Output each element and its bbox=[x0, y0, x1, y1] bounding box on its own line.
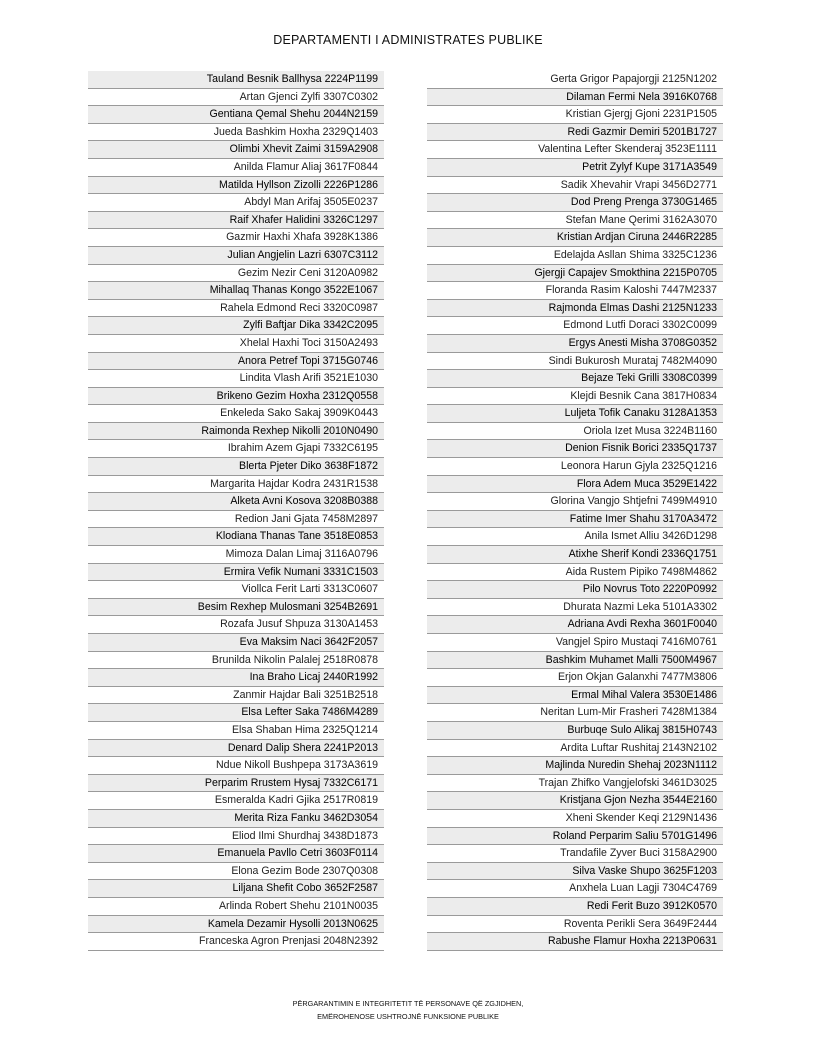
footer-line-2: EMËROHENOSE USHTROJNË FUNKSIONE PUBLIKE bbox=[317, 1011, 499, 1021]
list-item: Rajmonda Elmas Dashi 2125N1233 bbox=[427, 300, 723, 318]
footer bbox=[0, 998, 816, 1023]
list-item: Oriola Izet Musa 3224B1160 bbox=[427, 423, 723, 441]
list-item: Stefan Mane Qerimi 3162A3070 bbox=[427, 212, 723, 230]
list-item: Erjon Okjan Galanxhi 7477M3806 bbox=[427, 669, 723, 687]
list-item: Petrit Zylyf Kupe 3171A3549 bbox=[427, 159, 723, 177]
list-item: Roventa Perikli Sera 3649F2444 bbox=[427, 916, 723, 934]
list-item: Redi Ferit Buzo 3912K0570 bbox=[427, 898, 723, 916]
list-item: Raimonda Rexhep Nikolli 2010N0490 bbox=[88, 423, 384, 441]
page-title: DEPARTAMENTI I ADMINISTRATES PUBLIKE bbox=[273, 33, 543, 47]
list-item: Besim Rexhep Mulosmani 3254B2691 bbox=[88, 599, 384, 617]
list-item: Aida Rustem Pipiko 7498M4862 bbox=[427, 564, 723, 582]
list-item: Atixhe Sherif Kondi 2336Q1751 bbox=[427, 546, 723, 564]
list-item: Silva Vaske Shupo 3625F1203 bbox=[427, 863, 723, 881]
list-item: Gezim Nezir Ceni 3120A0982 bbox=[88, 265, 384, 283]
list-item: Bejaze Teki Grilli 3308C0399 bbox=[427, 370, 723, 388]
list-item: Viollca Ferit Larti 3313C0607 bbox=[88, 581, 384, 599]
list-item: Leonora Harun Gjyla 2325Q1216 bbox=[427, 458, 723, 476]
list-item: Zylfi Baftjar Dika 3342C2095 bbox=[88, 317, 384, 335]
list-item: Margarita Hajdar Kodra 2431R1538 bbox=[88, 476, 384, 494]
list-item: Denion Fisnik Borici 2335Q1737 bbox=[427, 440, 723, 458]
list-item: Klejdi Besnik Cana 3817H0834 bbox=[427, 388, 723, 406]
list-item: Anxhela Luan Lagji 7304C4769 bbox=[427, 880, 723, 898]
list-item: Blerta Pjeter Diko 3638F1872 bbox=[88, 458, 384, 476]
list-item: Dhurata Nazmi Leka 5101A3302 bbox=[427, 599, 723, 617]
list-item: Bashkim Muhamet Malli 7500M4967 bbox=[427, 652, 723, 670]
list-item: Klodiana Thanas Tane 3518E0853 bbox=[88, 528, 384, 546]
list-item: Gentiana Qemal Shehu 2044N2159 bbox=[88, 106, 384, 124]
list-item: Burbuqe Sulo Alikaj 3815H0743 bbox=[427, 722, 723, 740]
list-item: Ardita Luftar Rushitaj 2143N2102 bbox=[427, 740, 723, 758]
list-item: Gjergji Capajev Smokthina 2215P0705 bbox=[427, 265, 723, 283]
list-item: Enkeleda Sako Sakaj 3909K0443 bbox=[88, 405, 384, 423]
list-item: Xheni Skender Keqi 2129N1436 bbox=[427, 810, 723, 828]
list-item: Valentina Lefter Skenderaj 3523E1111 bbox=[427, 141, 723, 159]
list-item: Franceska Agron Prenjasi 2048N2392 bbox=[88, 933, 384, 951]
list-item: Kristian Gjergj Gjoni 2231P1505 bbox=[427, 106, 723, 124]
list-item: Anora Petref Topi 3715G0746 bbox=[88, 353, 384, 371]
list-item: Vangjel Spiro Mustaqi 7416M0761 bbox=[427, 634, 723, 652]
list-item: Neritan Lum-Mir Frasheri 7428M1384 bbox=[427, 704, 723, 722]
list-item: Mihallaq Thanas Kongo 3522E1067 bbox=[88, 282, 384, 300]
list-item: Dod Preng Prenga 3730G1465 bbox=[427, 194, 723, 212]
left-name-column bbox=[88, 71, 384, 951]
list-item: Dilaman Fermi Nela 3916K0768 bbox=[427, 89, 723, 107]
list-item: Matilda Hyllson Zizolli 2226P1286 bbox=[88, 177, 384, 195]
list-item: Sadik Xhevahir Vrapi 3456D2771 bbox=[427, 177, 723, 195]
list-item: Roland Perparim Saliu 5701G1496 bbox=[427, 828, 723, 846]
list-item: Edmond Lutfi Doraci 3302C0099 bbox=[427, 317, 723, 335]
list-item: Emanuela Pavllo Cetri 3603F0114 bbox=[88, 845, 384, 863]
list-item: Flora Adem Muca 3529E1422 bbox=[427, 476, 723, 494]
list-item: Eva Maksim Naci 3642F2057 bbox=[88, 634, 384, 652]
list-item: Elona Gezim Bode 2307Q0308 bbox=[88, 863, 384, 881]
list-item: Anila Ismet Alliu 3426D1298 bbox=[427, 528, 723, 546]
list-item: Ibrahim Azem Gjapi 7332C6195 bbox=[88, 440, 384, 458]
list-item: Ndue Nikoll Bushpepa 3173A3619 bbox=[88, 757, 384, 775]
list-item: Rabushe Flamur Hoxha 2213P0631 bbox=[427, 933, 723, 951]
list-item: Esmeralda Kadri Gjika 2517R0819 bbox=[88, 792, 384, 810]
list-item: Redi Gazmir Demiri 5201B1727 bbox=[427, 124, 723, 142]
list-item: Fatime Imer Shahu 3170A3472 bbox=[427, 511, 723, 529]
list-item: Ermira Vefik Numani 3331C1503 bbox=[88, 564, 384, 582]
list-item: Kamela Dezamir Hysolli 2013N0625 bbox=[88, 916, 384, 934]
list-item: Raif Xhafer Halidini 3326C1297 bbox=[88, 212, 384, 230]
list-item: Abdyl Man Arifaj 3505E0237 bbox=[88, 194, 384, 212]
list-item: Julian Angjelin Lazri 6307C3112 bbox=[88, 247, 384, 265]
list-item: Rahela Edmond Reci 3320C0987 bbox=[88, 300, 384, 318]
list-item: Olimbi Xhevit Zaimi 3159A2908 bbox=[88, 141, 384, 159]
list-item: Redion Jani Gjata 7458M2897 bbox=[88, 511, 384, 529]
list-item: Glorina Vangjo Shtjefni 7499M4910 bbox=[427, 493, 723, 511]
list-item: Majlinda Nuredin Shehaj 2023N1112 bbox=[427, 757, 723, 775]
list-item: Trajan Zhifko Vangjelofski 3461D3025 bbox=[427, 775, 723, 793]
right-name-column bbox=[427, 71, 723, 951]
list-item: Edelajda Asllan Shima 3325C1236 bbox=[427, 247, 723, 265]
list-item: Mimoza Dalan Limaj 3116A0796 bbox=[88, 546, 384, 564]
list-item: Trandafile Zyver Buci 3158A2900 bbox=[427, 845, 723, 863]
list-item: Elsa Lefter Saka 7486M4289 bbox=[88, 704, 384, 722]
list-item: Sindi Bukurosh Murataj 7482M4090 bbox=[427, 353, 723, 371]
list-item: Eliod Ilmi Shurdhaj 3438D1873 bbox=[88, 828, 384, 846]
list-item: Floranda Rasim Kaloshi 7447M2337 bbox=[427, 282, 723, 300]
list-item: Artan Gjenci Zylfi 3307C0302 bbox=[88, 89, 384, 107]
list-item: Xhelal Haxhi Toci 3150A2493 bbox=[88, 335, 384, 353]
list-item: Lindita Vlash Arifi 3521E1030 bbox=[88, 370, 384, 388]
list-item: Brikeno Gezim Hoxha 2312Q0558 bbox=[88, 388, 384, 406]
list-item: Pilo Novrus Toto 2220P0992 bbox=[427, 581, 723, 599]
list-item: Gazmir Haxhi Xhafa 3928K1386 bbox=[88, 229, 384, 247]
list-item: Merita Riza Fanku 3462D3054 bbox=[88, 810, 384, 828]
list-item: Gerta Grigor Papajorgji 2125N1202 bbox=[427, 71, 723, 89]
list-item: Jueda Bashkim Hoxha 2329Q1403 bbox=[88, 124, 384, 142]
list-item: Liljana Shefit Cobo 3652F2587 bbox=[88, 880, 384, 898]
list-item: Zanmir Hajdar Bali 3251B2518 bbox=[88, 687, 384, 705]
list-item: Luljeta Tofik Canaku 3128A1353 bbox=[427, 405, 723, 423]
list-item: Anilda Flamur Aliaj 3617F0844 bbox=[88, 159, 384, 177]
list-item: Kristjana Gjon Nezha 3544E2160 bbox=[427, 792, 723, 810]
list-item: Ergys Anesti Misha 3708G0352 bbox=[427, 335, 723, 353]
list-item: Ermal Mihal Valera 3530E1486 bbox=[427, 687, 723, 705]
footer-line-1: PËRGARANTIMIN E INTEGRITETIT TË PERSONAVE QË ZGJIDHEN, bbox=[292, 999, 524, 1008]
list-item: Perparim Rrustem Hysaj 7332C6171 bbox=[88, 775, 384, 793]
list-item: Tauland Besnik Ballhysa 2224P1199 bbox=[88, 71, 384, 89]
list-item: Adriana Avdi Rexha 3601F0040 bbox=[427, 616, 723, 634]
list-item: Rozafa Jusuf Shpuza 3130A1453 bbox=[88, 616, 384, 634]
list-item: Elsa Shaban Hima 2325Q1214 bbox=[88, 722, 384, 740]
list-item: Kristian Ardjan Ciruna 2446R2285 bbox=[427, 229, 723, 247]
list-item: Alketa Avni Kosova 3208B0388 bbox=[88, 493, 384, 511]
list-item: Ina Braho Licaj 2440R1992 bbox=[88, 669, 384, 687]
list-item: Arlinda Robert Shehu 2101N0035 bbox=[88, 898, 384, 916]
list-item: Denard Dalip Shera 2241P2013 bbox=[88, 740, 384, 758]
list-item: Brunilda Nikolin Palalej 2518R0878 bbox=[88, 652, 384, 670]
